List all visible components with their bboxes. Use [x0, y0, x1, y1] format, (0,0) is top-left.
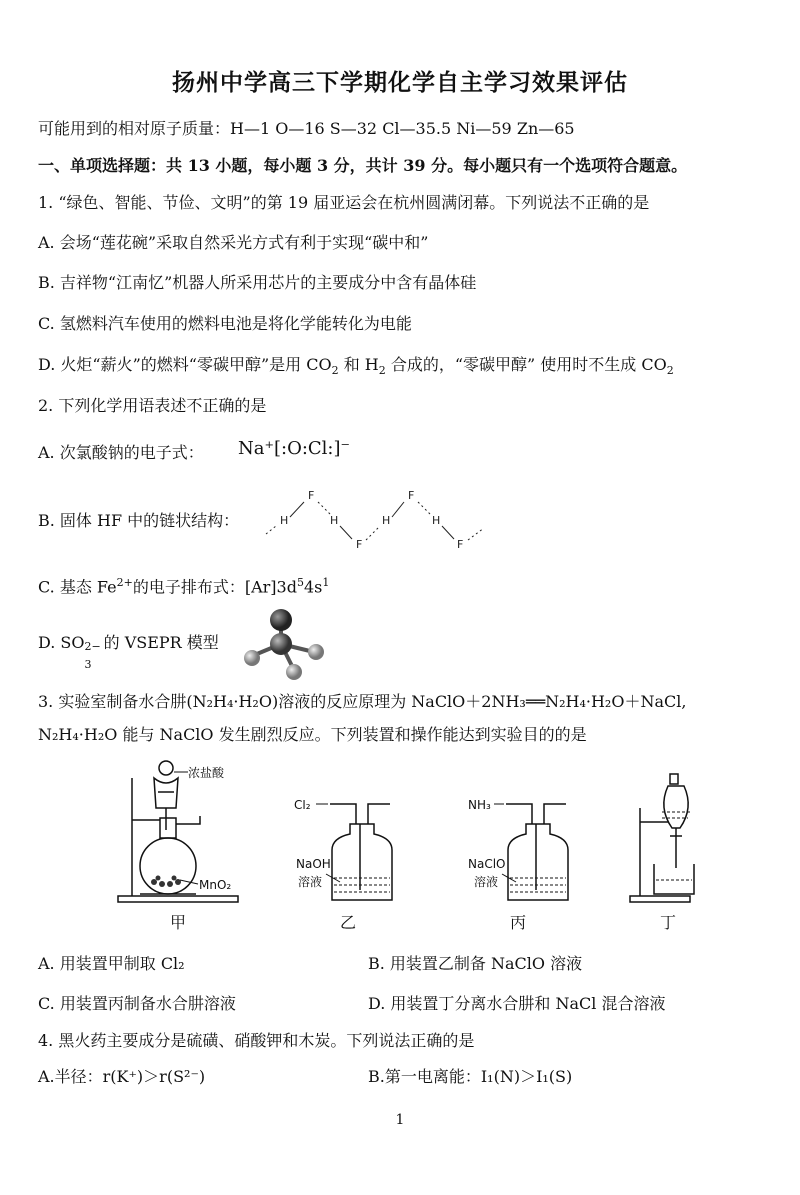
q3-option-b: B. 用装置乙制备 NaClO 溶液 [368, 954, 583, 973]
q1-option-c: C. 氢燃料汽车使用的燃料电池是将化学能转化为电能 [38, 314, 412, 333]
electron-formula: Na⁺[:O:Cl:]⁻ [238, 438, 351, 459]
caption-yi: 乙 [340, 913, 357, 932]
label-conc-hcl: 浓盐酸 [188, 766, 225, 780]
q4-option-a: A.半径：r(K⁺)＞r(S²⁻) [38, 1067, 206, 1086]
hf-atom: F [457, 538, 464, 551]
label-naclo: NaClO [468, 857, 506, 871]
q1-stem: 1. “绿色、智能、节俭、文明”的第 19 届亚运会在杭州圆满闭幕。下列说法不正确的是 [38, 193, 650, 212]
label-mno2: MnO₂ [199, 878, 232, 892]
apparatus-bing [466, 800, 596, 910]
q1-option-d: D. 火炬“薪火”的燃料“零碳甲醇”是用 $CO_2$ 和 $H_2$ 合成的，“零碳甲醇” 使用时不生成 $CO_2$ [38, 355, 674, 378]
hf-atom: F [408, 489, 415, 502]
hf-atom: H [382, 514, 391, 527]
label-nh3: NH₃ [468, 800, 491, 812]
vsepr-model-image [236, 608, 326, 684]
q2-option-d: D. SO 2− 3 的 VSEPR 模型 [38, 633, 219, 671]
q1-option-b: B. 吉祥物“江南忆”机器人所采用芯片的主要成分中含有晶体硅 [38, 273, 477, 292]
label-solution: 溶液 [474, 875, 499, 889]
caption-bing: 丙 [510, 913, 527, 932]
caption-jia: 甲 [170, 913, 187, 932]
q2-option-b: B. 固体 HF 中的链状结构： [38, 511, 240, 530]
hf-atom: H [280, 514, 289, 527]
hf-atom: H [432, 514, 441, 527]
hf-chain-diagram [262, 484, 492, 554]
page-number: 1 [395, 1112, 405, 1128]
q4-option-b: B.第一电离能：I₁(N)＞I₁(S) [368, 1067, 573, 1086]
q4-stem: 4. 黑火药主要成分是硫磺、硝酸钾和木炭。下列说法正确的是 [38, 1031, 475, 1050]
q3-stem-line1: 3. 实验室制备水合肼(N₂H₄·H₂O)溶液的反应原理为 NaClO＋2NH₃══N₂H₄·H₂O＋NaCl, [38, 692, 687, 711]
apparatus-yi [290, 800, 420, 910]
label-solution: 溶液 [298, 875, 323, 889]
atomic-masses: 可能用到的相对原子质量：H—1 O—16 S—32 Cl—35.5 Ni—59 Zn—65 [38, 119, 575, 138]
q3-option-c: C. 用装置丙制备水合肼溶液 [38, 994, 236, 1013]
caption-ding: 丁 [660, 913, 677, 932]
apparatus-ding [626, 768, 716, 908]
q3-stem-line2: N₂H₄·H₂O 能与 NaClO 发生剧烈反应。下列装置和操作能达到实验目的的是 [38, 725, 587, 744]
label-cl2: Cl₂ [294, 800, 311, 812]
q3-option-d: D. 用装置丁分离水合肼和 NaCl 混合溶液 [368, 994, 666, 1013]
q2-option-a: A. 次氯酸钠的电子式： [38, 443, 204, 462]
hf-atom: F [356, 538, 363, 551]
hf-atom: H [330, 514, 339, 527]
label-naoh: NaOH [296, 857, 331, 871]
q3-option-a: A. 用装置甲制取 Cl₂ [38, 954, 185, 973]
q1-option-a: A. 会场“莲花碗”采取自然采光方式有利于实现“碳中和” [38, 233, 429, 252]
page-title: 扬州中学高三下学期化学自主学习效果评估 [172, 70, 628, 96]
q2-option-c: C. 基态 $Fe^{2+}$的电子排布式：$[Ar]3d^54s^1$ [38, 576, 330, 597]
hf-atom: F [308, 489, 315, 502]
section-heading: 一、单项选择题：共 13 小题，每小题 3 分，共计 39 分。每小题只有一个选项符合题意。 [38, 156, 688, 175]
q2-stem: 2. 下列化学用语表述不正确的是 [38, 396, 267, 415]
